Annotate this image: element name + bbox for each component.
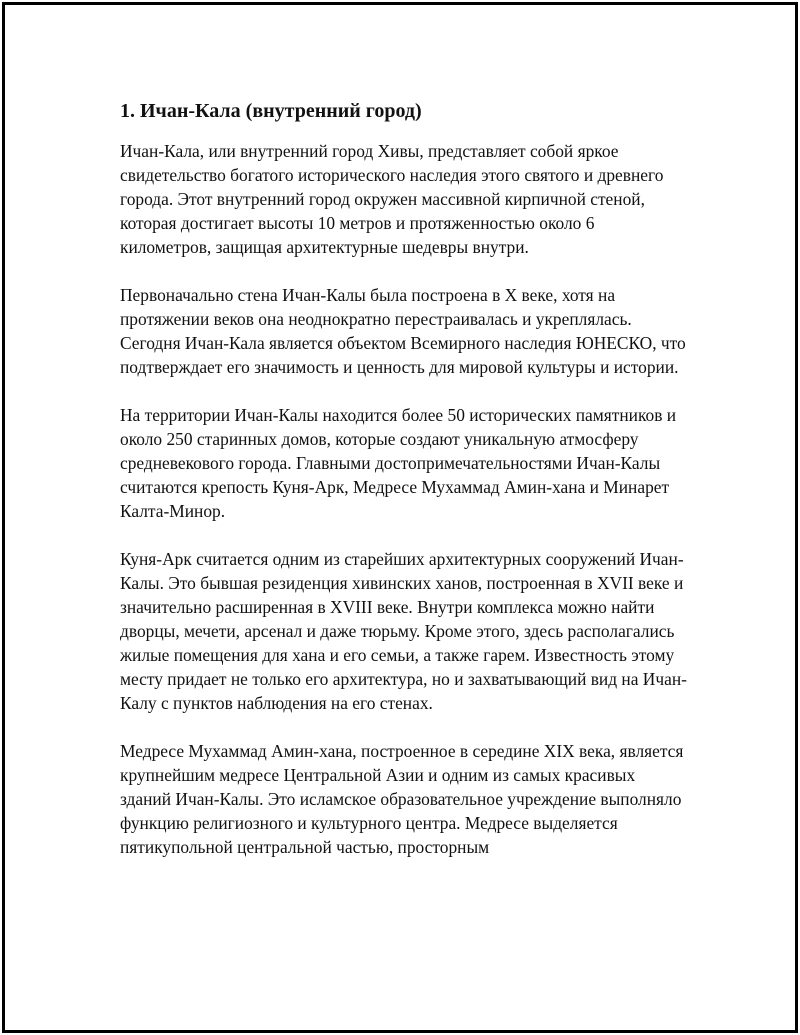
- paragraph-4: Куня-Арк считается одним из старейших архитектурных сооружений Ичан-Калы. Это бывшая резиденция хивинских ханов, построенная в XVII веке и значительно расширенная в XVIII веке. Внутри комплекса можно найти дворцы, мечети, арсенал и даже тюрьму. Кроме этого, здесь располагались жилые помещения для хана и его семьи, а также гарем. Известность этому месту придает не только его архитектура, но и захватывающий вид на Ичан-Калу с пунктов наблюдения на его стенах.: [120, 549, 687, 713]
- paragraph-3: На территории Ичан-Калы находится более 50 исторических памятников и около 250 старинных домов, которые создают уникальную атмосферу средневекового города. Главными достопримечательностями Ичан-Калы считаются крепость Куня-Арк, Медресе Мухаммад Амин-хана и Минарет Калта-Минор.: [120, 405, 677, 521]
- paragraph-2: Первоначально стена Ичан-Калы была построена в X веке, хотя на протяжении веков она неоднократно перестраивалась и укреплялась. Сегодня Ичан-Кала является объектом Всемирного наследия ЮНЕСКО, что подтверждает его значимость и ценность для мировой культуры и истории.: [120, 285, 686, 377]
- document-body: [120, 97, 690, 883]
- section-heading: 1. Ичан-Кала (внутренний город): [120, 100, 422, 122]
- page-frame: [2, 2, 798, 1033]
- paragraph-1: Ичан-Кала, или внутренний город Хивы, представляет собой яркое свидетельство богатого исторического наследия этого святого и древнего города. Этот внутренний город окружен массивной кирпичной стеной, которая достигает высоты 10 метров и протяженностью около 6 километров, защищая архитектурные шедевры внутри.: [120, 141, 664, 257]
- paragraph-5: Медресе Мухаммад Амин-хана, построенное в середине XIX века, является крупнейшим медресе Центральной Азии и одним из самых красивых зданий Ичан-Калы. Это исламское образовательное учреждение выполняло функцию религиозного и культурного центра. Медресе выделяется пятикупольной центральной частью, просторным: [120, 741, 684, 857]
